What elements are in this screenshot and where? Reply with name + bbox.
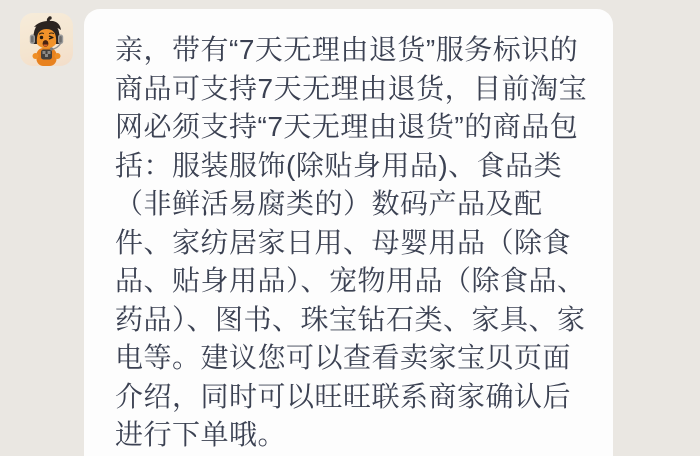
message-bubble[interactable] [84, 9, 613, 456]
customer-service-character-icon [20, 13, 73, 66]
customer-service-avatar[interactable] [20, 13, 73, 66]
message-text: 亲，带有“7天无理由退货”服务标识的商品可支持7天无理由退货，目前淘宝网必须支持“7天无理由退货”的商品包括：服装服饰(除贴身用品)、食品类（非鲜活易腐类的）数码产品及配件、家纺居家日用、母婴用品（除食品、贴身用品）、宠物用品（除食品、药品）、图书、珠宝钻石类、家具、家电等。建议您可以查看卖家宝贝页面介绍，同时可以旺旺联系商家确认后进行下单哦。 [115, 34, 588, 450]
